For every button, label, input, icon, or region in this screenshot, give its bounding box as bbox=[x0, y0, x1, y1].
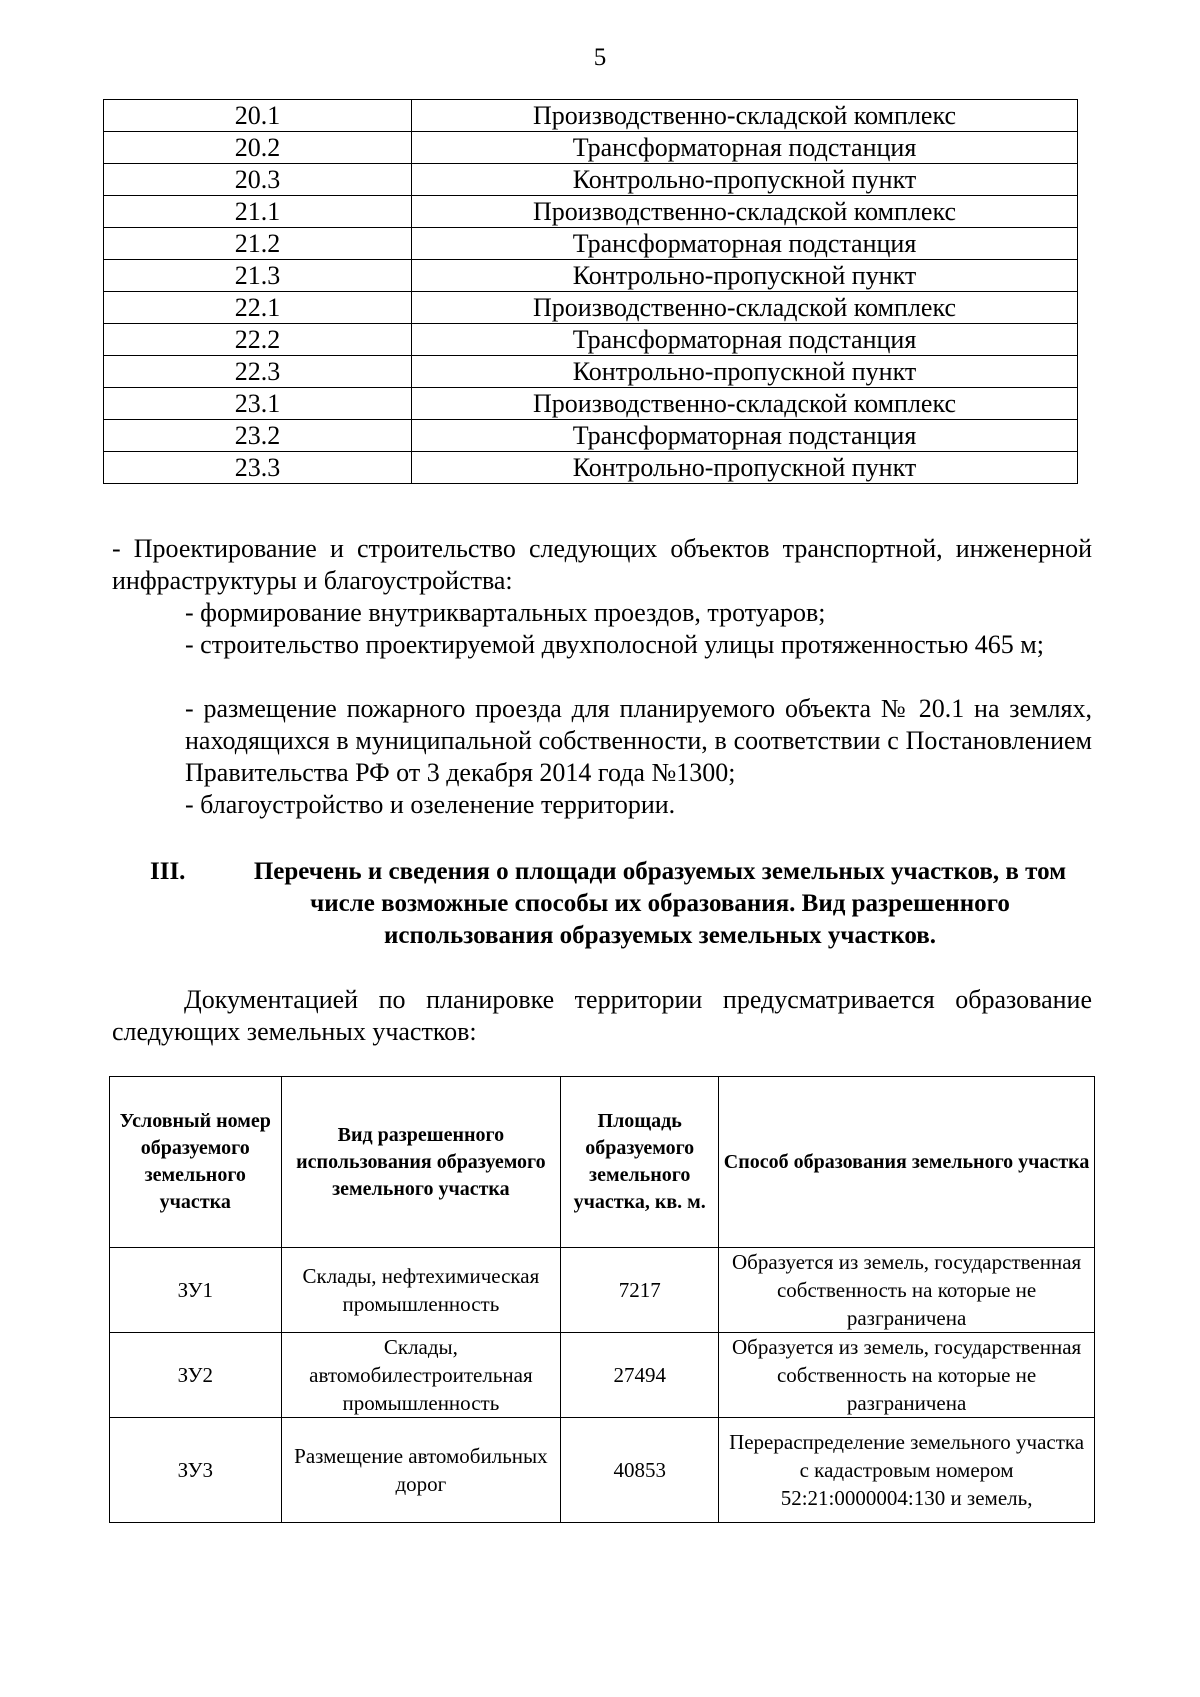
plot-use: Размещение автомобильных дорог bbox=[281, 1418, 561, 1523]
table-row bbox=[104, 452, 1078, 484]
paragraph-text: Документацией по планировке территории предусматривается образование следующих земельных участков: bbox=[112, 985, 1092, 1046]
plot-area: 40853 bbox=[561, 1418, 719, 1523]
plot-use: Склады, нефтехимическая промышленность bbox=[281, 1248, 561, 1333]
object-number: 21.2 bbox=[104, 228, 412, 260]
object-name: Производственно-складской комплекс bbox=[412, 100, 1078, 132]
intro-text: - Проектирование и строительство следующих объектов транспортной, инженерной инфраструктуры и благоустройства: bbox=[112, 534, 1092, 595]
table-row bbox=[104, 100, 1078, 132]
section-title: Перечень и сведения о площади образуемых земельных участков, в том числе возможные способы их образования. Вид разрешенного использования образуемых земельных участков. bbox=[253, 858, 1067, 949]
object-number: 20.3 bbox=[104, 164, 412, 196]
table-row bbox=[104, 292, 1078, 324]
table-row bbox=[104, 324, 1078, 356]
paragraph bbox=[112, 984, 1092, 1048]
column-header: Вид разрешенного использования образуемого земельного участка bbox=[281, 1077, 561, 1248]
table-header-row bbox=[110, 1077, 1095, 1248]
object-number: 23.3 bbox=[104, 452, 412, 484]
object-name: Производственно-складской комплекс bbox=[412, 388, 1078, 420]
plot-id: ЗУ2 bbox=[110, 1333, 282, 1418]
bullet-item: - строительство проектируемой двухполосной улицы протяженностью 465 м; bbox=[185, 630, 1044, 659]
object-number: 22.2 bbox=[104, 324, 412, 356]
table-row bbox=[110, 1248, 1095, 1333]
plot-area: 27494 bbox=[561, 1333, 719, 1418]
table-row bbox=[104, 196, 1078, 228]
column-header: Условный номер образуемого земельного участка bbox=[110, 1077, 282, 1248]
object-name: Трансформаторная подстанция bbox=[412, 324, 1078, 356]
table-row bbox=[104, 260, 1078, 292]
table-row bbox=[104, 420, 1078, 452]
object-name: Контрольно-пропускной пункт bbox=[412, 260, 1078, 292]
table-row bbox=[110, 1418, 1095, 1523]
plots-table bbox=[109, 1076, 1095, 1523]
object-name: Производственно-складской комплекс bbox=[412, 292, 1078, 324]
object-name: Производственно-складской комплекс bbox=[412, 196, 1078, 228]
plot-use: Склады, автомобилестроительная промышленность bbox=[281, 1333, 561, 1418]
page-number: 5 bbox=[593, 44, 607, 71]
object-name: Контрольно-пропускной пункт bbox=[412, 356, 1078, 388]
plot-area: 7217 bbox=[561, 1248, 719, 1333]
object-name: Трансформаторная подстанция bbox=[412, 132, 1078, 164]
plot-method: Образуется из земель, государственная собственность на которые не разграничена bbox=[719, 1333, 1095, 1418]
table-row bbox=[104, 228, 1078, 260]
table-row bbox=[104, 388, 1078, 420]
column-header: Площадь образуемого земельного участка, кв. м. bbox=[561, 1077, 719, 1248]
object-number: 23.1 bbox=[104, 388, 412, 420]
column-header: Способ образования земельного участка bbox=[719, 1077, 1095, 1248]
table-row bbox=[104, 356, 1078, 388]
bullet-item: - формирование внутриквартальных проездов, тротуаров; bbox=[185, 598, 826, 627]
object-name: Трансформаторная подстанция bbox=[412, 420, 1078, 452]
object-number: 21.3 bbox=[104, 260, 412, 292]
object-number: 22.1 bbox=[104, 292, 412, 324]
table-row bbox=[104, 132, 1078, 164]
bullet-item: - размещение пожарного проезда для планируемого объекта № 20.1 на землях, находящихся в муниципальной собственности, в соответствии с Постановлением Правительства РФ от 3 декабря 2014 года №1300; bbox=[185, 694, 1092, 787]
object-name: Контрольно-пропускной пункт bbox=[412, 452, 1078, 484]
plot-method: Образуется из земель, государственная собственность на которые не разграничена bbox=[719, 1248, 1095, 1333]
section-number: III. bbox=[150, 858, 186, 885]
table-row bbox=[110, 1333, 1095, 1418]
bullet-item: - благоустройство и озеленение территории. bbox=[185, 790, 676, 819]
object-name: Контрольно-пропускной пункт bbox=[412, 164, 1078, 196]
plot-id: ЗУ3 bbox=[110, 1418, 282, 1523]
object-number: 21.1 bbox=[104, 196, 412, 228]
objects-table bbox=[103, 99, 1078, 484]
object-number: 22.3 bbox=[104, 356, 412, 388]
object-number: 20.1 bbox=[104, 100, 412, 132]
object-number: 23.2 bbox=[104, 420, 412, 452]
table-row bbox=[104, 164, 1078, 196]
plot-id: ЗУ1 bbox=[110, 1248, 282, 1333]
object-name: Трансформаторная подстанция bbox=[412, 228, 1078, 260]
plot-method: Перераспределение земельного участка с кадастровым номером 52:21:0000004:130 и земель, bbox=[719, 1418, 1095, 1523]
object-number: 20.2 bbox=[104, 132, 412, 164]
